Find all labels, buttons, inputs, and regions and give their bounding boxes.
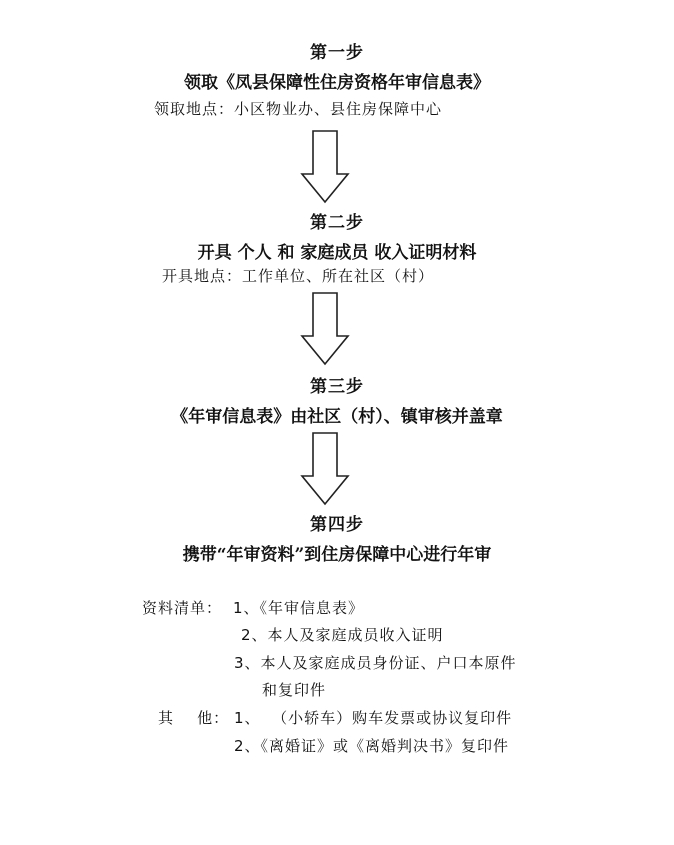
step-1-location: 领取地点：小区物业办、县住房保障中心	[154, 100, 443, 118]
materials-item: 2、本人及家庭成员收入证明	[241, 626, 444, 644]
other-item: 1、 （小轿车）购车发票或协议复印件	[234, 709, 513, 727]
step-3-title: 第三步	[310, 377, 364, 397]
materials-label: 资料清单：	[142, 599, 223, 617]
other-label: 其 他：	[158, 709, 230, 727]
step-2-title: 第二步	[310, 213, 364, 233]
step-4-heading: 携带“年审资料”到住房保障中心进行年审	[182, 545, 492, 565]
step-3-heading: 《年审信息表》由社区（村）、镇审核并盖章	[171, 407, 503, 427]
step-1-title: 第一步	[310, 43, 364, 63]
down-arrow-icon	[300, 292, 350, 366]
step-2-heading: 开具 个人 和 家庭成员 收入证明材料	[197, 243, 477, 263]
step-1-heading: 领取《凤县保障性住房资格年审信息表》	[184, 73, 490, 93]
other-item: 2、《离婚证》或《离婚判决书》复印件	[234, 737, 510, 755]
materials-item: 3、本人及家庭成员身份证、户口本原件	[234, 654, 517, 672]
down-arrow-icon	[300, 432, 350, 506]
materials-item: 和复印件	[262, 681, 327, 699]
down-arrow-icon	[300, 130, 350, 204]
step-4-title: 第四步	[310, 515, 364, 535]
materials-item: 1、《年审信息表》	[233, 599, 365, 617]
step-2-location: 开具地点：工作单位、所在社区（村）	[162, 267, 435, 285]
